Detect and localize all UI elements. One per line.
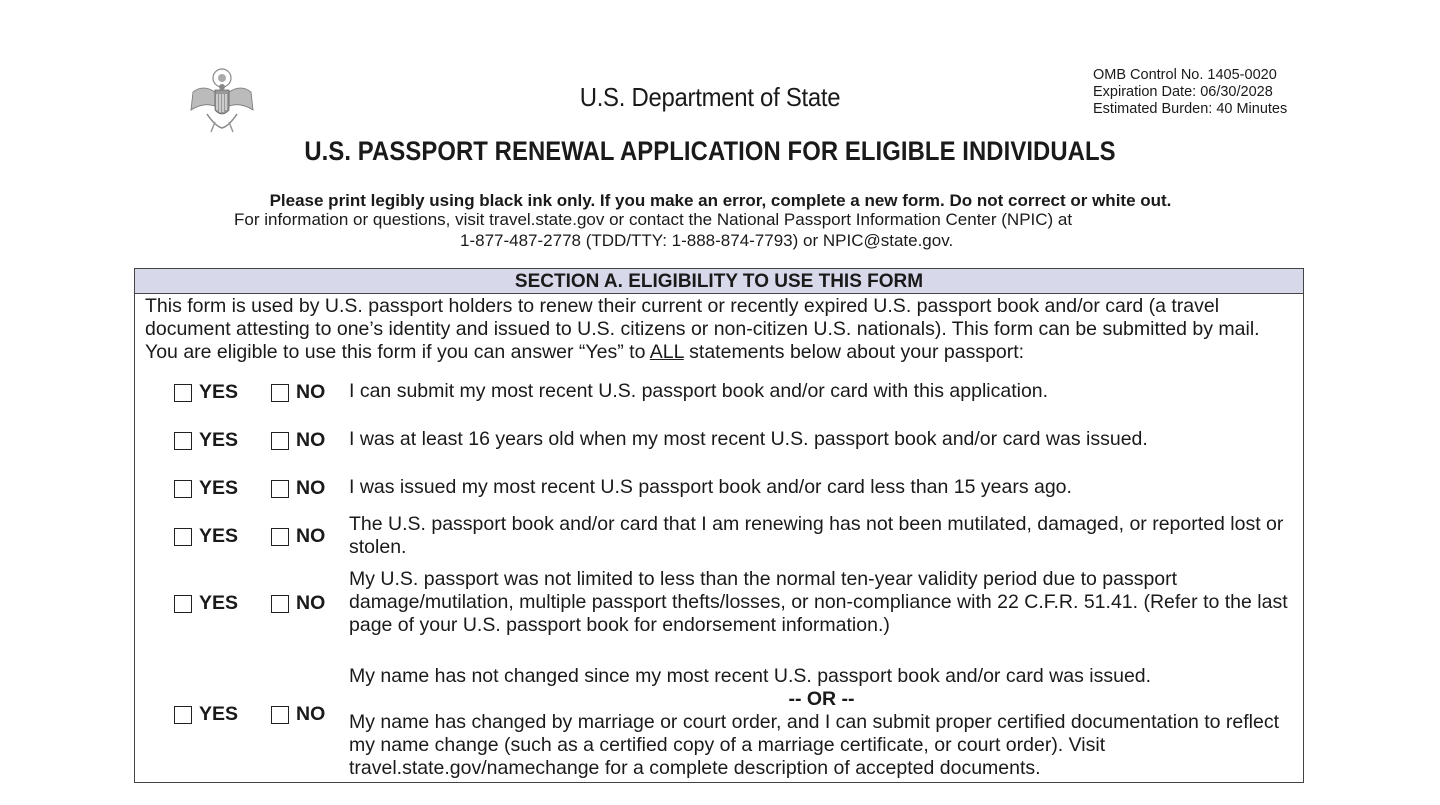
no-option-2[interactable] (271, 429, 325, 452)
name-changed-text: My name has changed by marriage or court order, and I can submit proper certified documentation to reflect my name change (such as a certified copy of a marriage certificate, or court order). Visit travel.state.gov/namechange for a complete description of accepted documents. (349, 711, 1279, 779)
question-text-2: I was at least 16 years old when my most recent U.S. passport book and/or card was issued. (349, 428, 1148, 450)
yes-option-5[interactable] (174, 592, 238, 615)
intro-text: This form is used by U.S. passport holders to renew their current or recently expired U.S. passport book and/or card (a travel document attesting to one’s identity and issued to U.S. citizens or non-citizen U.S. nationals). This form can be submitted by mail. You are eligible to use this form if you can answer “Yes” to (145, 295, 1260, 363)
yes-option-3[interactable] (174, 477, 238, 500)
checkbox-icon[interactable] (271, 528, 289, 546)
checkbox-icon[interactable] (174, 432, 192, 450)
yes-option-2[interactable] (174, 429, 238, 452)
intro-emphasis: ALL (649, 341, 684, 363)
checkbox-icon[interactable] (174, 528, 192, 546)
no-option-1[interactable] (271, 381, 325, 404)
or-separator: -- OR -- (788, 688, 855, 710)
yes-option-4[interactable] (174, 525, 238, 548)
name-unchanged-text: My name has not changed since my most recent U.S. passport book and/or card was issued. (349, 665, 1152, 687)
contact-info-line-1: For information or questions, visit travel.state.gov or contact the National Passport Information Center (NPIC) at (234, 210, 1073, 229)
checkbox-icon[interactable] (174, 384, 192, 402)
no-label: NO (296, 429, 326, 451)
checkbox-icon[interactable] (174, 595, 192, 613)
omb-control-number: OMB Control No. 1405-0020 (1093, 67, 1277, 83)
section-a-intro (145, 295, 1295, 364)
expiration-date: Expiration Date: 06/30/2028 (1093, 84, 1273, 100)
yes-label: YES (199, 429, 239, 451)
no-label: NO (296, 703, 326, 725)
section-a (134, 268, 1304, 783)
question-text-1: I can submit my most recent U.S. passport book and/or card with this application. (349, 380, 1049, 402)
no-option-3[interactable] (271, 477, 325, 500)
checkbox-icon[interactable] (271, 384, 289, 402)
checkbox-icon[interactable] (271, 706, 289, 724)
no-option-4[interactable] (271, 525, 325, 548)
checkbox-icon[interactable] (271, 480, 289, 498)
yes-label: YES (199, 381, 239, 403)
question-text-6 (349, 665, 1299, 780)
question-text-3: I was issued my most recent U.S passport book and/or card less than 15 years ago. (349, 476, 1072, 498)
no-label: NO (296, 477, 326, 499)
department-name: U.S. Department of State (579, 82, 841, 112)
no-label: NO (296, 525, 326, 547)
yes-option-6[interactable] (174, 703, 238, 726)
question-text-4: The U.S. passport book and/or card that I am renewing has not been mutilated, damaged, or reported lost or stolen. (349, 513, 1284, 558)
checkbox-icon[interactable] (271, 595, 289, 613)
yes-label: YES (199, 592, 239, 614)
contact-info (234, 210, 1194, 251)
no-label: NO (296, 381, 326, 403)
yes-label: YES (199, 703, 239, 725)
checkbox-icon[interactable] (174, 480, 192, 498)
no-option-6[interactable] (271, 703, 325, 726)
question-text-5: My U.S. passport was not limited to less than the normal ten-year validity period due to passport damage/mutilation, multiple passport thefts/losses, or non-compliance with 22 C.F.R. 51.41. (Refer to the last page of your U.S. passport book for endorsement information.) (349, 568, 1288, 636)
yes-option-1[interactable] (174, 381, 238, 404)
no-option-5[interactable] (271, 592, 325, 615)
checkbox-icon[interactable] (174, 706, 192, 724)
contact-info-line-2: 1-877-487-2778 (TDD/TTY: 1-888-874-7793) or NPIC@state.gov. (460, 230, 954, 250)
checkbox-icon[interactable] (271, 432, 289, 450)
estimated-burden: Estimated Burden: 40 Minutes (1093, 101, 1288, 117)
ink-instruction: Please print legibly using black ink only. If you make an error, complete a new form. Do not correct or white out. (269, 191, 1172, 210)
omb-info (1093, 67, 1287, 118)
intro-text-end: statements below about your passport: (683, 341, 1025, 363)
no-label: NO (296, 592, 326, 614)
yes-label: YES (199, 477, 239, 499)
form-title: U.S. PASSPORT RENEWAL APPLICATION FOR ELIGIBLE INDIVIDUALS (304, 136, 1116, 166)
yes-label: YES (199, 525, 239, 547)
section-a-heading: SECTION A. ELIGIBILITY TO USE THIS FORM (135, 269, 1303, 294)
